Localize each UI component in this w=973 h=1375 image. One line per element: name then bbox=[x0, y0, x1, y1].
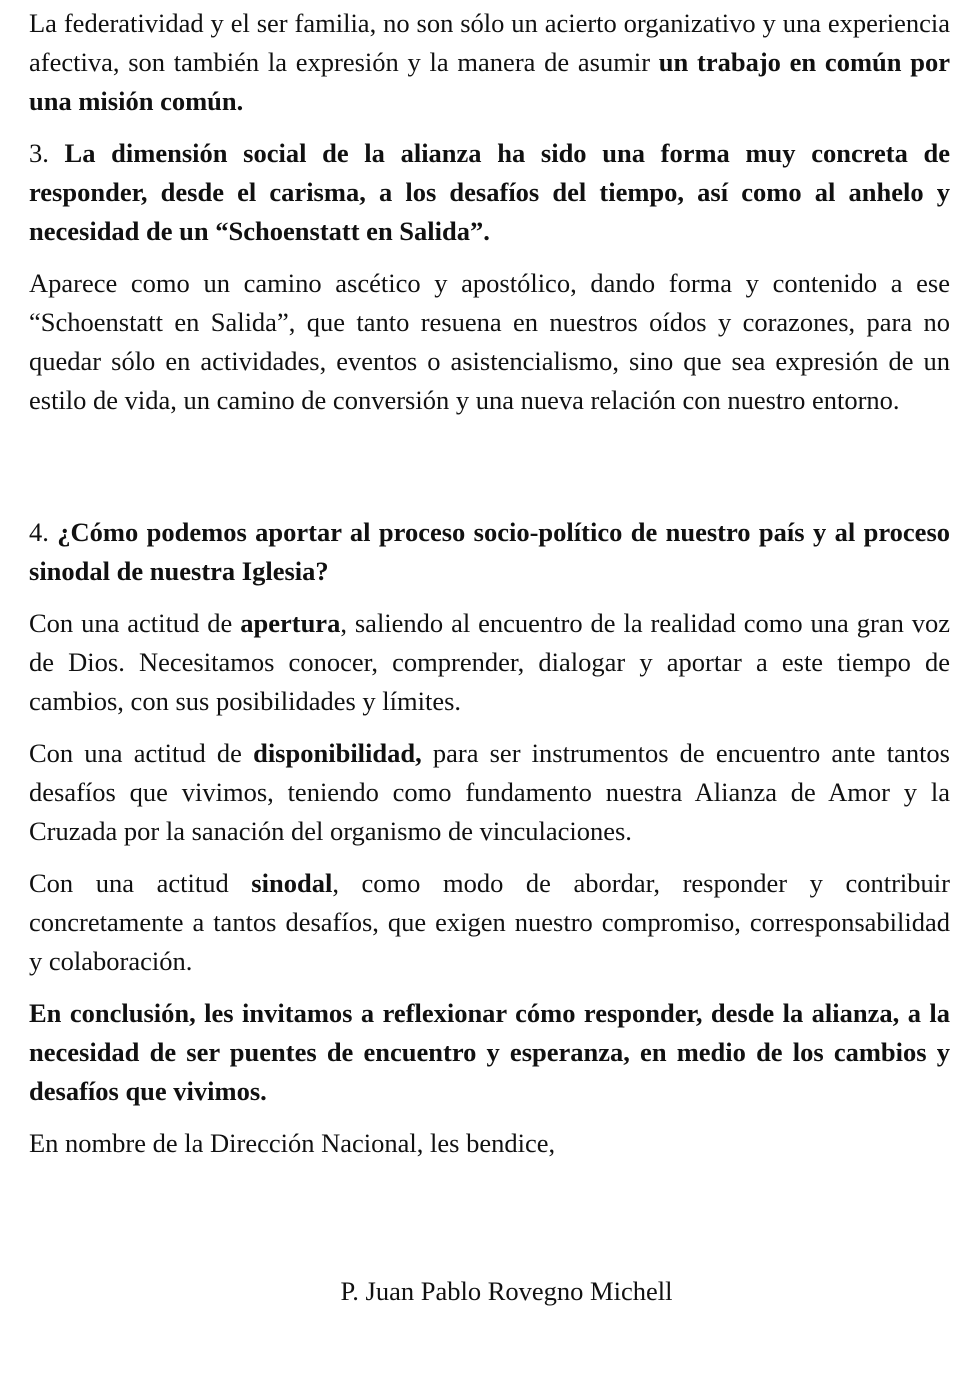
paragraph-bold-text: En conclusión, les invitamos a reflexionar cómo responder, desde la alianza, a la necesidad de ser puentes de encuentro y esperanza, en medio de los cambios y desafíos que vivimos. bbox=[29, 998, 950, 1106]
paragraph-text: , saliendo al encuentro de la realidad como una gran voz de Dios. Necesitamos conocer, comprender, dialogar y aportar a este tiempo de cambios, con sus posibilidades y límites. bbox=[29, 608, 950, 716]
paragraph-text: Con una actitud bbox=[29, 868, 252, 898]
spacer bbox=[29, 433, 950, 513]
paragraph-bold-text: sinodal bbox=[251, 868, 333, 898]
paragraph-text: , como modo de abordar, responder y contribuir concretamente a tantos desafíos, que exigen nuestro compromiso, corresponsabilidad y colaboración. bbox=[29, 868, 950, 976]
paragraph-camino-ascetico bbox=[29, 264, 950, 420]
paragraph-apertura bbox=[29, 604, 950, 721]
paragraph-bold-text: apertura bbox=[240, 608, 341, 638]
paragraph-bold-text: disponibilidad, bbox=[253, 738, 422, 768]
spacer bbox=[29, 1176, 950, 1272]
section-number: 3. bbox=[29, 138, 65, 168]
section-heading-text: ¿Cómo podemos aportar al proceso socio-político de nuestro país y al proceso sinodal de nuestra Iglesia? bbox=[29, 517, 951, 586]
paragraph-text: Con una actitud de bbox=[29, 738, 254, 768]
paragraph-sinodal bbox=[29, 864, 950, 981]
paragraph-bold-text: un trabajo en común por una misión común. bbox=[29, 47, 950, 116]
paragraph-federatividad bbox=[29, 4, 950, 121]
section-3-heading bbox=[29, 134, 950, 251]
paragraph-text: para ser instrumentos de encuentro ante tantos desafíos que vivimos, teniendo como fundamento nuestra Alianza de Amor y la Cruzada por la sanación del organismo de vinculaciones. bbox=[29, 738, 950, 846]
paragraph-text: En nombre de la Dirección Nacional, les bendice, bbox=[29, 1128, 556, 1158]
paragraph-text: La federatividad y el ser familia, no son sólo un acierto organizativo y una experiencia afectiva, son también la expresión y la manera de asumir bbox=[29, 8, 950, 77]
paragraph-conclusion bbox=[29, 994, 950, 1111]
document-page bbox=[29, 4, 950, 1324]
section-heading-text: La dimensión social de la alianza ha sido una forma muy concreta de responder, desde el carisma, a los desafíos del tiempo, así como al anhelo y necesidad de un “Schoenstatt en Salida”. bbox=[29, 138, 950, 246]
section-4-heading bbox=[29, 513, 950, 591]
paragraph-text: Aparece como un camino ascético y apostólico, dando forma y contenido a ese “Schoenstatt en Salida”, que tanto resuena en nuestros oídos y corazones, para no quedar sólo en actividades, eventos o asistencialismo, sino que sea expresión de un estilo de vida, un camino de conversión y una nueva relación con nuestro entorno. bbox=[29, 268, 950, 415]
paragraph-text: Con una actitud de bbox=[29, 608, 241, 638]
signature: P. Juan Pablo Rovegno Michell bbox=[340, 1276, 673, 1306]
paragraph-disponibilidad bbox=[29, 734, 950, 851]
section-number: 4. bbox=[29, 517, 58, 547]
paragraph-blessing bbox=[29, 1124, 950, 1163]
